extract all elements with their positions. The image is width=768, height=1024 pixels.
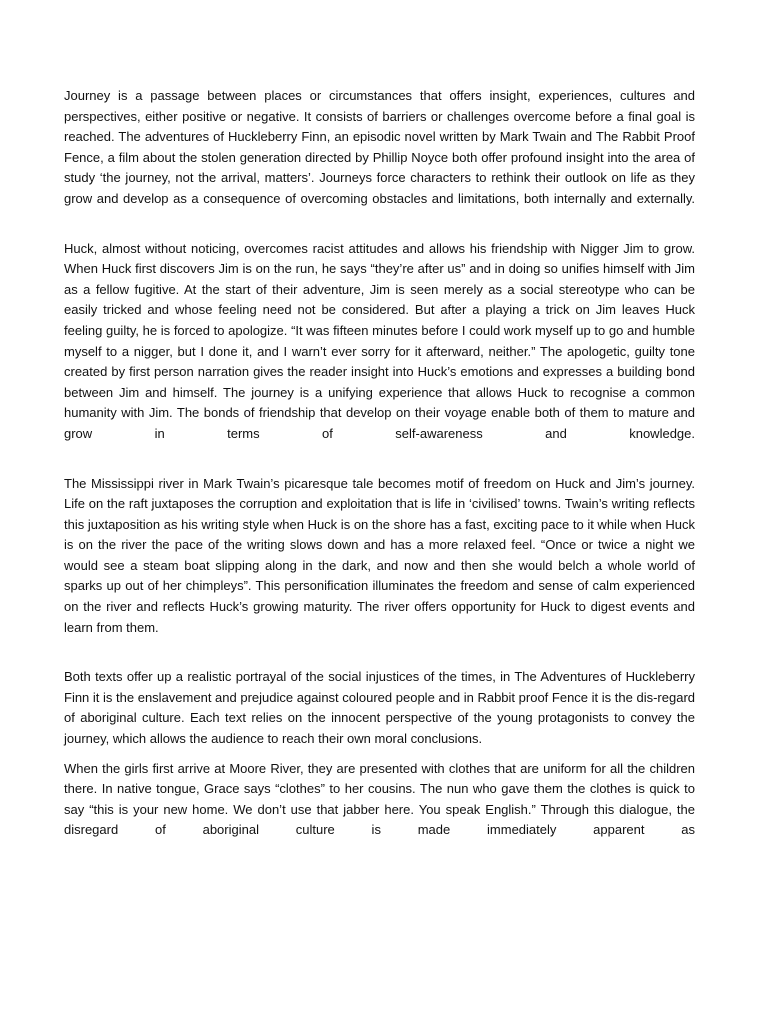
paragraph-huck-friendship: Huck, almost without noticing, overcomes racist attitudes and allows his friendship with Nigger Jim to grow. When Huck first discovers Jim is on the run, he says “they’re after us” and in doing so unifies himself with Jim as a fellow fugitive. At the start of their adventure, Jim is seen merely as a social stereotype who can be easily tricked and whose feeling need not be considered. But after a playing a trick on Jim leaves Huck feeling guilty, he is forced to apologize. “It was fifteen minutes before I could work myself up to go and humble myself to a nigger, but I done it, and I warn’t ever sorry for it afterward, neither.” The apologetic, guilty tone created by first person narration gives the reader insight into Huck’s emotions and expresses a building bond between Jim and himself. The journey is a unifying experience that allows Huck to recognise a common humanity with Jim. The bonds of friendship that develop on their voyage enable both of them to mature and grow in terms of self-awareness and knowledge. [64,240,695,441]
paragraph-journey-intro: Journey is a passage between places or circumstances that offers insight, experiences, cultures and perspectives, either positive or negative. It consists of barriers or challenges overcome before a final goal is reached. The adventures of Huckleberry Finn, an episodic novel written by Mark Twain and The Rabbit Proof Fence, a film about the stolen generation directed by Phillip Noyce both offer profound insight into the area of study ‘the journey, not the arrival, matters’. Journeys force characters to rethink their outlook on life as they grow and develop as a consequence of overcoming obstacles and limitations, both internally and externally. [64,88,695,206]
document-body [64,86,695,841]
paragraph-mississippi-river: The Mississippi river in Mark Twain’s picaresque tale becomes motif of freedom on Huck and Jim’s journey. Life on the raft juxtaposes the corruption and exploitation that is life in ‘civilised’ towns. Twain’s writing reflects this juxtaposition as his writing style when Huck is on the shore has a fast, exciting pace to it while when Huck is on the river the pace of the writing slows down and has a more relaxed feel. “Once or twice a night we would see a steam boat slipping along in the dark, and now and then she would belch a whole world of sparks up out of her chimpleys”. This personification illuminates the freedom and sense of calm experienced on the river and reflects Huck’s growing maturity. The river offers opportunity for Huck to digest events and learn from them. [64,475,695,635]
paragraph-moore-river: When the girls first arrive at Moore River, they are presented with clothes that are uniform for all the children there. In native tongue, Grace says “clothes” to her cousins. The nun who gave them the clothes is quick to say “this is your new home. We don’t use that jabber here. You speak English.” Through this dialogue, the disregard of aboriginal culture is made immediately apparent as [64,760,695,838]
paragraph-social-injustices: Both texts offer up a realistic portrayal of the social injustices of the times, in The Adventures of Huckleberry Finn it is the enslavement and prejudice against coloured people and in Rabbit proof Fence it is the dis-regard of aboriginal culture. Each text relies on the innocent perspective of the young protagonists to convey the journey, which allows the audience to reach their own moral conclusions. [64,669,695,747]
